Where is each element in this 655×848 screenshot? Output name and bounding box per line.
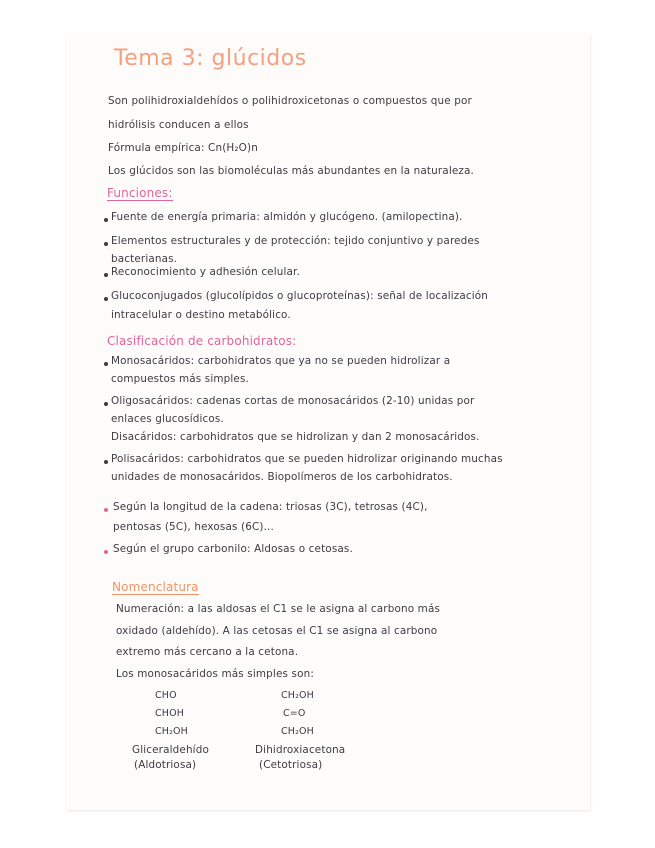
disaccharides-line: Disacáridos: carbohidratos que se hidrolizan y dan 2 monosacáridos.: [111, 431, 480, 443]
polysaccharides-line-2: unidades de monosacáridos. Biopolímeros de los carbohidratos.: [111, 471, 453, 483]
polysaccharides-line-1: Polisacáridos: carbohidratos que se pueden hidrolizar originando muchas: [111, 453, 503, 465]
classification-heading: Clasificación de carbohidratos:: [107, 334, 297, 348]
empirical-formula: Fórmula empírica: Cn(H₂O)n: [108, 142, 258, 154]
nomenclature-heading: Nomenclatura: [112, 580, 199, 594]
function-item-2-cont: bacterianas.: [111, 253, 178, 265]
function-item-4: Glucoconjugados (glucolípidos o glucoproteínas): señal de localización: [111, 290, 489, 302]
carbonyl-group-line: Según el grupo carbonilo: Aldosas o cetosas.: [113, 543, 353, 555]
glyceraldehyde-row-1: CHO: [155, 690, 177, 701]
function-item-1: Fuente de energía primaria: almidón y glucógeno. (amilopectina).: [111, 211, 463, 223]
nomenclature-line-2: oxidado (aldehído). A las cetosas el C1 se asigna al carbono: [116, 625, 438, 637]
nomenclature-line-4: Los monosacáridos más simples son:: [116, 668, 314, 680]
pink-bullet-dot: [104, 550, 108, 554]
chain-length-line-2: pentosas (5C), hexosas (6C)...: [113, 521, 274, 533]
bullet-dot: [104, 297, 108, 301]
bullet-dot: [104, 273, 108, 277]
bullet-dot: [104, 242, 108, 246]
glyceraldehyde-name: Gliceraldehído: [132, 744, 209, 756]
bullet-dot: [104, 460, 108, 464]
dihydroxyacetone-row-1: CH₂OH: [281, 690, 314, 701]
page-title: Tema 3: glúcidos: [114, 46, 307, 71]
dihydroxyacetone-row-2: C=O: [283, 708, 306, 719]
abundance-sentence: Los glúcidos son las biomoléculas más abundantes en la naturaleza.: [108, 165, 474, 177]
oligosaccharides-line-2: enlaces glucosídicos.: [111, 413, 224, 425]
intro-line-2: hidrólisis conducen a ellos: [108, 119, 249, 131]
dihydroxyacetone-row-3: CH₂OH: [281, 726, 314, 737]
glyceraldehyde-row-2: CHOH: [155, 708, 184, 719]
bullet-dot: [104, 362, 108, 366]
monosaccharides-line-1: Monosacáridos: carbohidratos que ya no se pueden hidrolizar a: [111, 355, 451, 367]
functions-heading: Funciones:: [107, 186, 173, 200]
glyceraldehyde-type: (Aldotriosa): [134, 759, 197, 771]
nomenclature-line-1: Numeración: a las aldosas el C1 se le asigna al carbono más: [116, 603, 441, 615]
dihydroxyacetone-type: (Cetotriosa): [259, 759, 323, 771]
bullet-dot: [104, 218, 108, 222]
monosaccharides-line-2: compuestos más simples.: [111, 373, 249, 385]
nomenclature-line-3: extremo más cercano a la cetona.: [116, 646, 299, 658]
pink-bullet-dot: [104, 508, 108, 512]
bullet-dot: [104, 402, 108, 406]
dihydroxyacetone-name: Dihidroxiacetona: [255, 744, 346, 756]
glyceraldehyde-row-3: CH₂OH: [155, 726, 188, 737]
function-item-3: Reconocimiento y adhesión celular.: [111, 266, 300, 278]
chain-length-line-1: Según la longitud de la cadena: triosas (3C), tetrosas (4C),: [113, 501, 428, 513]
function-item-2: Elementos estructurales y de protección: tejido conjuntivo y paredes: [111, 235, 480, 247]
function-item-4-cont: intracelular o destino metabólico.: [111, 309, 291, 321]
intro-line-1: Son polihidroxialdehídos o polihidroxicetonas o compuestos que por: [108, 95, 472, 107]
oligosaccharides-line-1: Oligosacáridos: cadenas cortas de monosacáridos (2-10) unidas por: [111, 395, 475, 407]
